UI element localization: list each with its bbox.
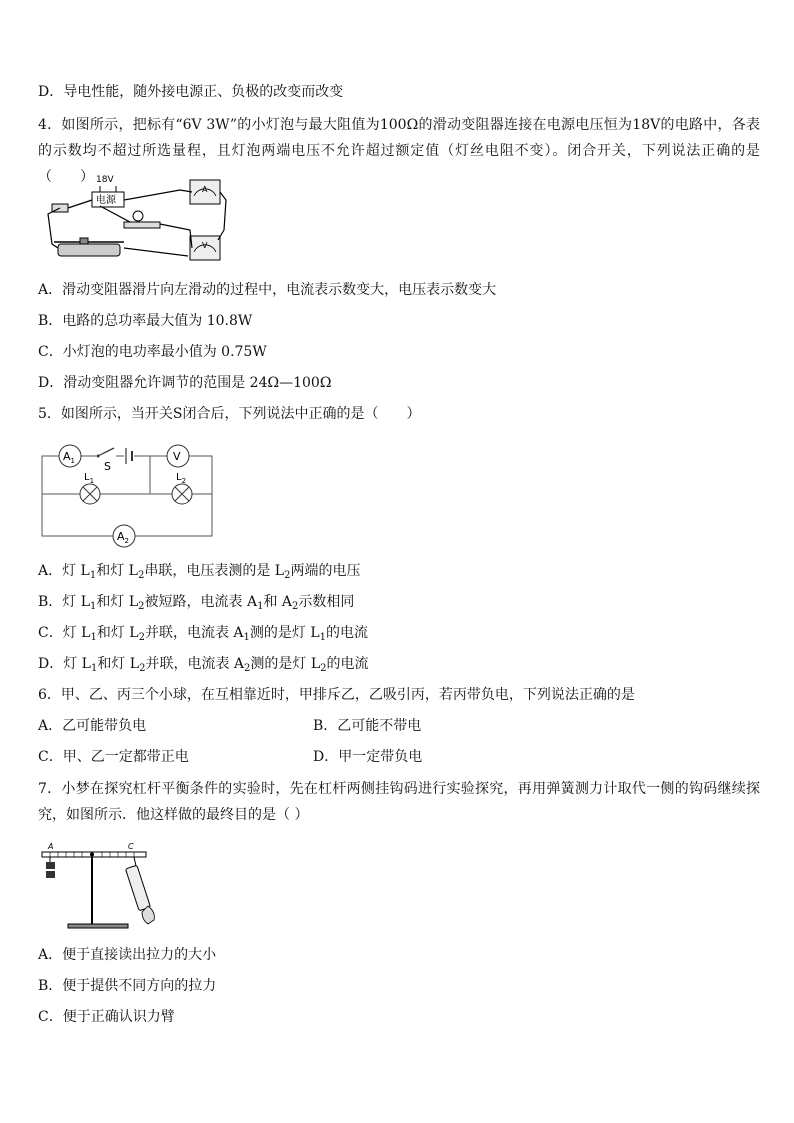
q5-option-d: D．灯 $L_1$和灯 $L_2$并联，电流表 $A_2$测的是灯 $L_2$的电流	[38, 656, 369, 674]
q7-label-a: A	[48, 842, 54, 851]
q7-option-b: B．便于提供不同方向的拉力	[38, 978, 217, 994]
q6-stem: 6．甲、乙、丙三个小球，在互相靠近时，甲排斥乙，乙吸引丙，若丙带负电，下列说法正确的是	[38, 687, 635, 703]
svg-text:V: V	[173, 450, 181, 463]
q5-stem: 5．如图所示，当开关S闭合后，下列说法中正确的是（ ）	[38, 406, 421, 422]
q7-option-a: A．便于直接读出拉力的大小	[38, 947, 217, 963]
q4-rheostat	[58, 244, 120, 256]
q4-option-c: C．小灯泡的电功率最小值为 0.75W	[38, 344, 267, 360]
q5-option-a: A．灯 $L_1$和灯 $L_2$串联，电压表测的是 $L_2$两端的电压	[38, 563, 361, 581]
q4-stem: 4．如图所示，把标有“6V 3W”的小灯泡与最大阻值为100Ω的滑动变阻器连接在电源电压恒为18V的电路中，各表的示数均不超过所选量程，且灯泡两端电压不允许超过额定值（灯丝电阻不变）。闭合开关，下列说法正确的是（ ）	[38, 117, 760, 185]
q4-ammeter-label: A	[202, 185, 208, 194]
q7-weight-1	[46, 862, 55, 869]
q7-stem: 7．小梦在探究杠杆平衡条件的实验时，先在杠杆两侧挂钩码进行实验探究，再用弹簧测力计取代一侧的钩码继续探究，如图所示．他这样做的最终目的是（ ）	[38, 781, 760, 823]
svg-text:A2: $A_2$	[117, 530, 129, 545]
q7-spring-scale	[125, 865, 150, 911]
q4-bulb	[133, 211, 143, 221]
q7-weight-2	[46, 871, 55, 878]
svg-text:L2: $L_2$	[176, 472, 187, 485]
q5-circuit-figure	[38, 436, 218, 556]
q4-source-label: 电源	[96, 195, 116, 206]
svg-text:L1: $L_1$	[84, 472, 95, 485]
svg-text:A1: $A_1$	[63, 450, 75, 465]
q5-option-c: C．灯 $L_1$和灯 $L_2$并联，电流表 $A_1$测的是灯 $L_1$的电流	[38, 625, 369, 643]
q7-label-c: C	[128, 842, 134, 851]
q6-option-a: A．乙可能带负电	[38, 718, 147, 734]
q4-option-a: A．滑动变阻器滑片向左滑动的过程中，电流表示数变大，电压表示数变大	[38, 282, 497, 298]
q3-option-d: D．导电性能，随外接电源正、负极的改变而改变	[38, 84, 344, 100]
q6-option-b: B．乙可能不带电	[313, 718, 422, 734]
q5-switch-label: S	[104, 460, 111, 473]
q7-option-c: C．便于正确认识力臂	[38, 1009, 175, 1025]
q4-option-b: B．电路的总功率最大值为 10.8W	[38, 313, 253, 329]
q4-circuit-figure	[40, 170, 240, 270]
q5-option-b: B．灯 $L_1$和灯 $L_2$被短路，电流表 $A_1$和 $A_2$示数相同	[38, 594, 355, 612]
q7-lever-figure	[38, 840, 178, 935]
q4-voltmeter-label: V	[202, 241, 208, 250]
q6-option-d: D．甲一定带负电	[313, 749, 423, 765]
q4-voltage-label: 18V	[96, 175, 114, 185]
q4-option-d: D．滑动变阻器允许调节的范围是 24Ω—100Ω	[38, 375, 332, 391]
q6-option-c: C．甲、乙一定都带正电	[38, 749, 189, 765]
